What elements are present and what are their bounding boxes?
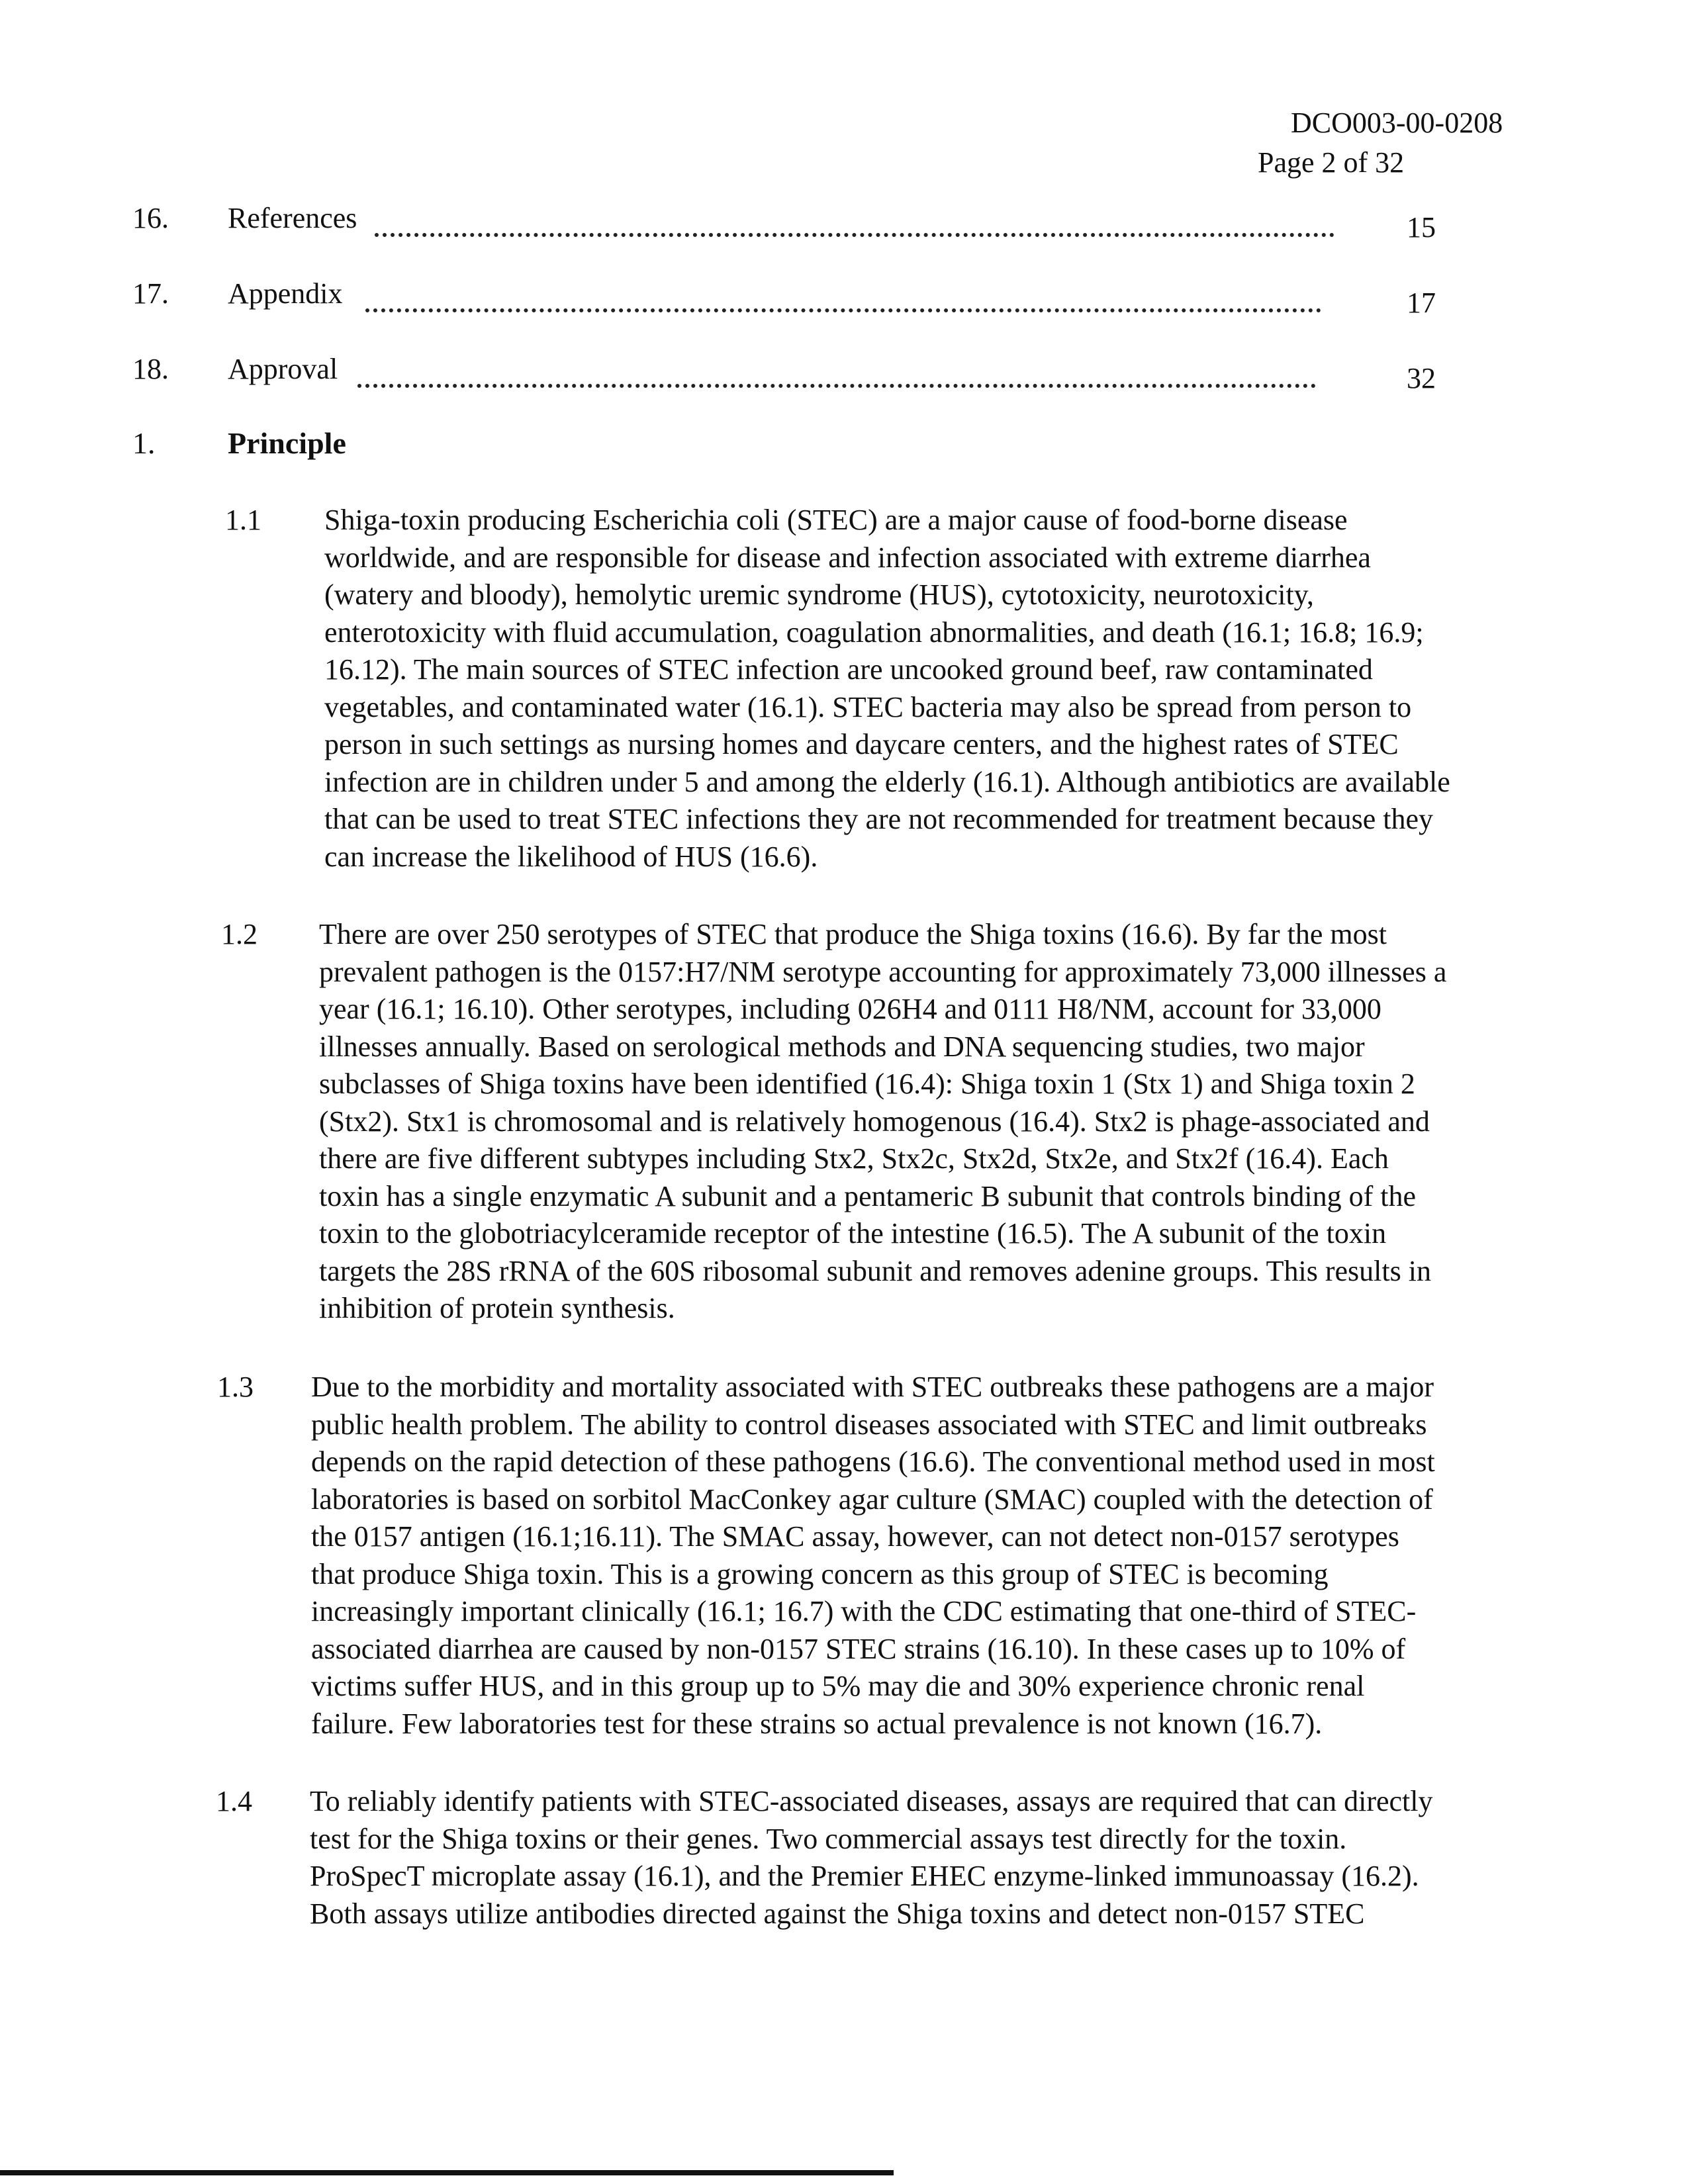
text-line: infection are in children under 5 and among the elderly (16.1). Although antibiotics are available [324, 765, 1450, 798]
text-line: laboratories is based on sorbitol MacConkey agar culture (SMAC) coupled with the detection of [311, 1482, 1433, 1516]
toc-dot-leader [375, 206, 1334, 237]
text-line: can increase the likelihood of HUS (16.6). [324, 840, 818, 873]
text-line: To reliably identify patients with STEC-associated diseases, assays are required that can directly [310, 1785, 1433, 1817]
text-line: toxin has a single enzymatic A subunit and a pentameric B subunit that controls binding of the [319, 1179, 1417, 1212]
toc-entry-number: 16. [132, 202, 169, 234]
paragraph-text [319, 916, 1610, 1328]
text-line: year (16.1; 16.10). Other serotypes, including 026H4 and 0111 H8/NM, account for 33,000 [319, 993, 1381, 1025]
paragraph-number: 1.2 [221, 918, 257, 950]
text-line: inhibition of protein synthesis. [319, 1292, 675, 1324]
text-line: test for the Shiga toxins or their genes. Two commercial assays test directly for the toxin. [310, 1822, 1347, 1855]
text-line: targets the 28S rRNA of the 60S ribosomal subunit and removes adenine groups. This results in [319, 1254, 1431, 1287]
text-line: enterotoxicity with fluid accumulation, coagulation abnormalities, and death (16.1; 16.8; 16.9; [324, 615, 1424, 649]
toc-entry-page: 15 [1407, 211, 1436, 244]
text-line: illnesses annually. Based on serological methods and DNA sequencing studies, two major [319, 1030, 1365, 1063]
text-line: there are five different subtypes including Stx2, Stx2c, Stx2d, Stx2e, and Stx2f (16.4). Each [319, 1142, 1389, 1175]
toc-entry-label: Approval [228, 353, 338, 385]
text-line: prevalent pathogen is the 0157:H7/NM serotype accounting for approximately 73,000 illnesses a [319, 955, 1447, 988]
toc-entry [132, 349, 1456, 394]
toc-entry [132, 274, 1456, 319]
text-line: victims suffer HUS, and in this group up to 5% may die and 30% experience chronic renal [311, 1670, 1365, 1702]
toc-entry-label: References [228, 202, 357, 234]
toc-dot-leader [357, 357, 1316, 388]
toc-entry-page: 17 [1407, 287, 1436, 319]
text-line: person in such settings as nursing homes and daycare centers, and the highest rates of STEC [324, 728, 1399, 760]
text-line: failure. Few laboratories test for these strains so actual prevalence is not known (16.7). [311, 1707, 1323, 1740]
page-number-label: Page 2 of 32 [1258, 146, 1405, 179]
text-line: Shiga-toxin producing Escherichia coli (STEC) are a major cause of food-borne disease [324, 504, 1348, 536]
section-title: Principle [228, 426, 346, 460]
toc-entry-page: 32 [1407, 362, 1436, 394]
text-line: worldwide, and are responsible for disease and infection associated with extreme diarrhea [324, 541, 1371, 574]
text-line: increasingly important clinically (16.1; 16.7) with the CDC estimating that one-third of STEC- [311, 1595, 1417, 1627]
section-number: 1. [132, 426, 156, 460]
paragraph-text [311, 1369, 1602, 1743]
text-line: the 0157 antigen (16.1;16.11). The SMAC assay, however, can not detect non-0157 serotypes [311, 1520, 1399, 1553]
toc-dot-leader [365, 282, 1321, 312]
paragraph-text [324, 502, 1615, 876]
page-header [1258, 103, 1602, 183]
toc-entry [132, 199, 1456, 244]
text-line: Both assays utilize antibodies directed against the Shiga toxins and detect non-0157 STEC [310, 1897, 1365, 1930]
text-line: toxin to the globotriacylceramide receptor of the intestine (16.5). The A subunit of the toxin [319, 1217, 1387, 1250]
paragraph-number: 1.3 [217, 1371, 254, 1403]
document-id: DCO003-00-0208 [1291, 107, 1503, 139]
text-line: (watery and bloody), hemolytic uremic syndrome (HUS), cytotoxicity, neurotoxicity, [324, 578, 1314, 611]
toc-entry-number: 17. [132, 277, 169, 310]
text-line: ProSpecT microplate assay (16.1), and the Premier EHEC enzyme-linked immunoassay (16.2). [310, 1860, 1419, 1892]
text-line: depends on the rapid detection of these pathogens (16.6). The conventional method used in most [311, 1445, 1435, 1478]
text-line: vegetables, and contaminated water (16.1). STEC bacteria may also be spread from person to [324, 690, 1412, 723]
text-line: public health problem. The ability to control diseases associated with STEC and limit outbreaks [311, 1408, 1427, 1441]
footer-rule [0, 2170, 894, 2175]
text-line: 16.12). The main sources of STEC infection are uncooked ground beef, raw contaminated [324, 653, 1373, 686]
text-line: that can be used to treat STEC infections they are not recommended for treatment because they [324, 803, 1434, 835]
text-line: There are over 250 serotypes of STEC that produce the Shiga toxins (16.6). By far the most [319, 918, 1387, 950]
paragraph-number: 1.4 [216, 1785, 252, 1817]
text-line: that produce Shiga toxin. This is a growing concern as this group of STEC is becoming [311, 1557, 1329, 1590]
text-line: (Stx2). Stx1 is chromosomal and is relatively homogenous (16.4). Stx2 is phage-associated and [319, 1105, 1430, 1138]
paragraph-number: 1.1 [225, 504, 261, 536]
toc-entry-number: 18. [132, 353, 169, 385]
text-line: associated diarrhea are caused by non-0157 STEC strains (16.10). In these cases up to 10% of [311, 1632, 1406, 1665]
text-line: Due to the morbidity and mortality associated with STEC outbreaks these pathogens are a major [311, 1371, 1434, 1403]
paragraph-text [310, 1783, 1601, 1933]
text-line: subclasses of Shiga toxins have been identified (16.4): Shiga toxin 1 (Stx 1) and Shiga toxin 2 [319, 1068, 1415, 1100]
toc-entry-label: Appendix [228, 277, 343, 310]
